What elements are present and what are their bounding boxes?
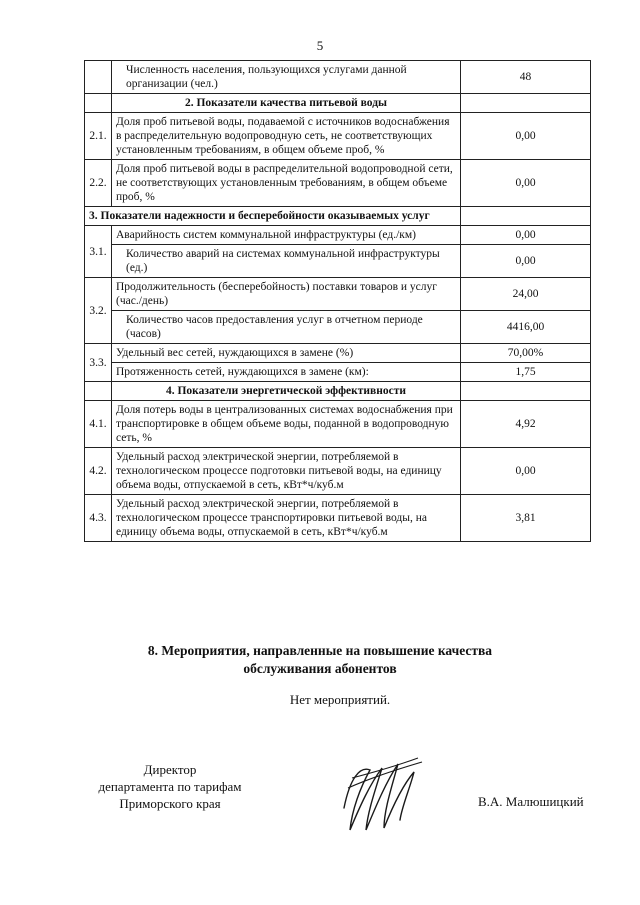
row-number: [85, 61, 112, 94]
section-8-title-line2: обслуживания абонентов: [243, 660, 397, 676]
row-number: 2.1.: [85, 113, 112, 160]
indicator-label: Аварийность систем коммунальной инфраструктуры (ед./км): [112, 226, 461, 245]
table-row: [85, 245, 591, 278]
section-4-title: 4. Показатели энергетической эффективности: [112, 382, 461, 401]
indicator-value: 0,00: [461, 113, 591, 160]
signatory-name: В.А. Малюшицкий: [478, 794, 584, 809]
table-row: [85, 160, 591, 207]
row-number: 3.2.: [85, 278, 112, 344]
indicator-value: 1,75: [461, 363, 591, 382]
row-number: 3.1.: [85, 226, 112, 278]
indicator-label: Протяженность сетей, нуждающихся в замене (км):: [112, 363, 461, 382]
signatory-line-1: Директор: [143, 762, 197, 777]
table-row: [85, 226, 591, 245]
table-row: [85, 448, 591, 495]
signatory-line-2: департамента по тарифам: [98, 778, 242, 794]
table-row: [85, 278, 591, 311]
section-header-row: [85, 94, 591, 113]
indicator-value: 4,92: [461, 401, 591, 448]
signatory-line-3: Приморского края: [119, 795, 221, 811]
section-2-title: 2. Показатели качества питьевой воды: [112, 94, 461, 113]
indicator-label: Доля проб питьевой воды, подаваемой с источников водоснабжения в распределительную водопроводную сеть, не соответствующих установленным требованиям, в общем объеме проб, %: [112, 113, 461, 160]
row-number: 4.3.: [85, 495, 112, 542]
table-row: [85, 363, 591, 382]
signature: [330, 748, 430, 838]
indicator-value: 24,00: [461, 278, 591, 311]
table-row: [85, 311, 591, 344]
indicator-value: 0,00: [461, 226, 591, 245]
indicator-label: Удельный вес сетей, нуждающихся в замене (%): [112, 344, 461, 363]
indicator-label: Удельный расход электрической энергии, потребляемой в технологическом процессе транспортировки питьевой воды, на единицу объема воды, отпускаемой в сеть, кВт*ч/куб.м: [112, 495, 461, 542]
indicator-value: 0,00: [461, 160, 591, 207]
section-header-row: [85, 207, 591, 226]
indicator-value: 4416,00: [461, 311, 591, 344]
indicator-value: 0,00: [461, 448, 591, 495]
row-number: 3.3.: [85, 344, 112, 382]
indicator-value: 3,81: [461, 495, 591, 542]
indicators-table: [84, 60, 591, 542]
indicator-value: 70,00%: [461, 344, 591, 363]
table-row: [85, 401, 591, 448]
row-number: 2.2.: [85, 160, 112, 207]
row-number: 4.2.: [85, 448, 112, 495]
indicator-label: Продолжительность (бесперебойность) поставки товаров и услуг (час./день): [112, 278, 461, 311]
indicator-label: Количество аварий на системах коммунальной инфраструктуры (ед.): [112, 245, 461, 278]
section-8-heading: [0, 642, 640, 678]
indicator-value: 0,00: [461, 245, 591, 278]
section-3-title: 3. Показатели надежности и бесперебойности оказываемых услуг: [85, 207, 461, 226]
table-row: [85, 344, 591, 363]
indicator-label: Доля проб питьевой воды в распределительной водопроводной сети, не соответствующих установленным требованиям, в общем объеме проб, %: [112, 160, 461, 207]
section-header-row: [85, 382, 591, 401]
section-8-title-line1: 8. Мероприятия, направленные на повышение качества: [147, 643, 493, 658]
row-number: 4.1.: [85, 401, 112, 448]
indicator-label: Количество часов предоставления услуг в отчетном периоде (часов): [112, 311, 461, 344]
page-number: 5: [316, 38, 324, 53]
table-row: [85, 495, 591, 542]
indicator-label: Численность населения, пользующихся услугами данной организации (чел.): [112, 61, 461, 94]
table-row: [85, 113, 591, 160]
indicator-label: Доля потерь воды в централизованных системах водоснабжения при транспортировке в общем объеме воды, поданной в водопроводную сеть, %: [112, 401, 461, 448]
indicator-value: 48: [461, 61, 591, 94]
signatory-title: [60, 762, 280, 813]
table-row: [85, 61, 591, 94]
indicator-label: Удельный расход электрической энергии, потребляемой в технологическом процессе подготовки питьевой воды, на единицу объема воды, отпускаемой в сеть, кВт*ч/куб.м: [112, 448, 461, 495]
no-events-text: Нет мероприятий.: [289, 692, 391, 707]
